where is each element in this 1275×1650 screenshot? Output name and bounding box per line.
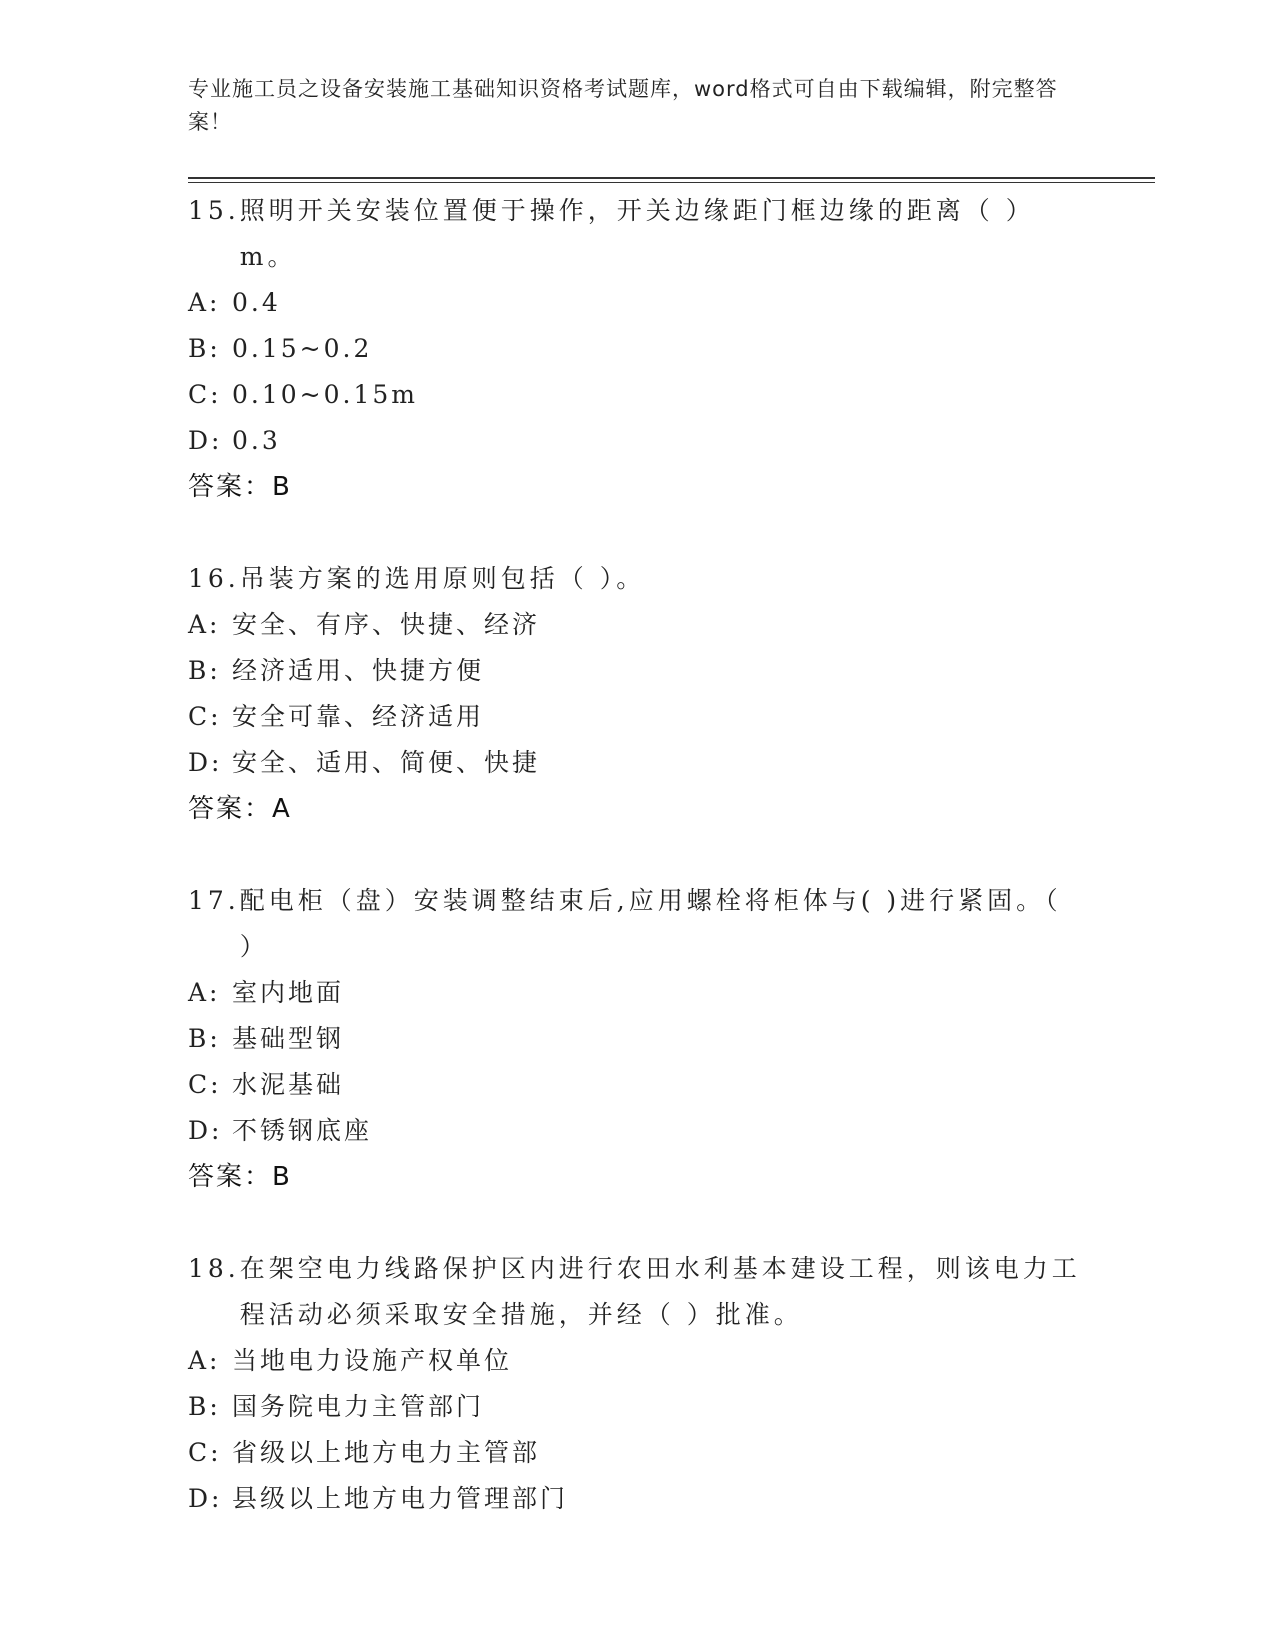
option-b [188, 1384, 1088, 1430]
option-text: 基础型钢 [232, 1024, 345, 1053]
option-d [188, 418, 1088, 464]
document-header: 专业施工员之设备安装施工基础知识资格考试题库，word格式可自由下载编辑，附完整答案！ [188, 77, 1058, 134]
option-c [188, 372, 1088, 418]
option-letter: D: [188, 1116, 223, 1145]
question-text: 吊装方案的选用原则包括（ ）。 [239, 564, 646, 593]
option-letter: C: [188, 1438, 222, 1467]
option-d [188, 1476, 1088, 1522]
option-d [188, 1108, 1088, 1154]
option-letter: B: [188, 656, 221, 685]
header-rule-thick [188, 177, 1155, 179]
option-text: 0.15~0.2 [232, 334, 373, 363]
option-letter: B: [188, 1024, 221, 1053]
question-17 [188, 878, 1088, 1200]
option-b [188, 326, 1088, 372]
question-text: 照明开关安装位置便于操作，开关边缘距门框边缘的距离（ ）m。 [239, 196, 1035, 271]
option-letter: C: [188, 380, 222, 409]
question-15 [188, 188, 1088, 510]
option-text: 室内地面 [232, 978, 345, 1007]
option-text: 经济适用、快捷方便 [232, 656, 485, 685]
option-text: 0.4 [232, 288, 281, 317]
question-number: 16. [188, 564, 240, 593]
option-text: 水泥基础 [232, 1070, 345, 1099]
option-letter: A: [188, 978, 221, 1007]
option-letter: D: [188, 1484, 223, 1513]
option-text: 安全、有序、快捷、经济 [232, 610, 541, 639]
question-text: 配电柜（盘）安装调整结束后,应用螺栓将柜体与( )进行紧固。（ ） [239, 886, 1062, 961]
option-b [188, 1016, 1088, 1062]
question-text: 在架空电力线路保护区内进行农田水利基本建设工程，则该电力工程活动必须采取安全措施，并经（ ）批准。 [239, 1254, 1081, 1329]
option-c [188, 1062, 1088, 1108]
option-a [188, 1338, 1088, 1384]
option-letter: C: [188, 1070, 222, 1099]
option-letter: D: [188, 748, 223, 777]
question-18 [188, 1246, 1088, 1522]
question-stem [188, 878, 1088, 970]
option-a [188, 280, 1088, 326]
option-letter: B: [188, 334, 221, 363]
option-letter: C: [188, 702, 222, 731]
question-number: 18. [188, 1254, 240, 1283]
question-number: 17. [188, 886, 240, 915]
question-stem [188, 556, 1088, 602]
option-letter: A: [188, 610, 221, 639]
option-letter: B: [188, 1392, 221, 1421]
option-c [188, 1430, 1088, 1476]
option-letter: A: [188, 288, 221, 317]
answer: 答案：B [188, 472, 292, 502]
option-b [188, 648, 1088, 694]
question-list [188, 188, 1088, 1568]
option-text: 县级以上地方电力管理部门 [232, 1484, 569, 1513]
option-text: 安全、适用、简便、快捷 [232, 748, 541, 777]
question-16 [188, 556, 1088, 832]
header-rule-thin [188, 182, 1155, 183]
option-a [188, 970, 1088, 1016]
option-letter: A: [188, 1346, 221, 1375]
option-text: 当地电力设施产权单位 [232, 1346, 513, 1375]
answer: 答案：A [188, 794, 292, 824]
option-text: 0.10~0.15m [232, 380, 418, 409]
option-text: 不锈钢底座 [232, 1116, 373, 1145]
option-d [188, 740, 1088, 786]
answer: 答案：B [188, 1162, 292, 1192]
option-letter: D: [188, 426, 223, 455]
option-a [188, 602, 1088, 648]
option-text: 国务院电力主管部门 [232, 1392, 485, 1421]
option-text: 安全可靠、经济适用 [232, 702, 485, 731]
question-stem [188, 188, 1088, 280]
option-text: 省级以上地方电力主管部 [232, 1438, 541, 1467]
option-text: 0.3 [232, 426, 281, 455]
question-number: 15. [188, 196, 240, 225]
question-stem [188, 1246, 1088, 1338]
option-c [188, 694, 1088, 740]
